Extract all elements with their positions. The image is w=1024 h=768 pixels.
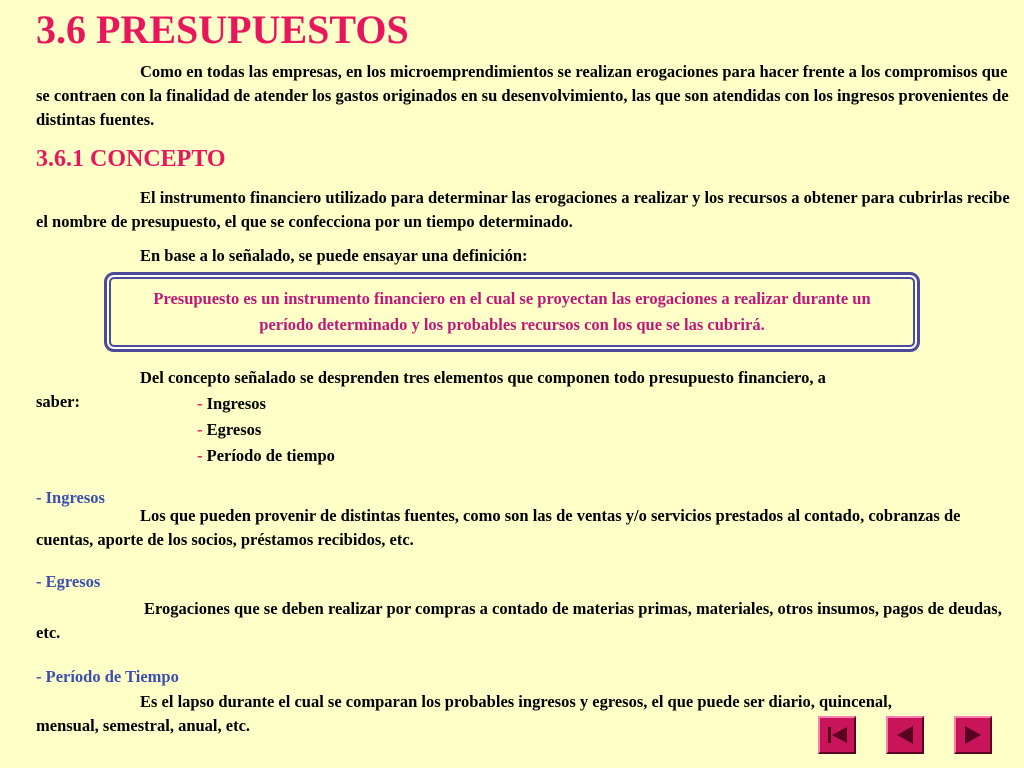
list-item <box>197 418 261 442</box>
elements-intro-continuation: saber: <box>36 392 80 411</box>
section-label-ingresos: - Ingresos <box>36 488 105 507</box>
first-slide-icon <box>820 718 854 752</box>
section-label-periodo: - Período de Tiempo <box>36 667 179 686</box>
section-text-periodo: Es el lapso durante el cual se comparan los probables ingresos y egresos, el que puede ser diario, quincenal, mensual, semestral, anual, etc. <box>36 692 892 735</box>
list-item-label: Período de tiempo <box>206 446 335 465</box>
intro-paragraph: Como en todas las empresas, en los microemprendimientos se realizan erogaciones para hacer frente a los compromisos que se contraen con la finalidad de atender los gastos originados en su desenvolvimiento, las que son atendidas con los ingresos provenientes de distintas fuentes. <box>36 62 1009 129</box>
previous-slide-button[interactable] <box>886 716 924 754</box>
page-title: 3.6 PRESUPUESTOS <box>36 7 409 52</box>
list-item-label: Ingresos <box>206 394 266 413</box>
next-slide-icon <box>956 718 990 752</box>
list-item <box>197 444 335 468</box>
concept-heading: 3.6.1 CONCEPTO <box>36 146 226 172</box>
concept-paragraph: El instrumento financiero utilizado para determinar las erogaciones a realizar y los recursos a obtener para cubrirlas recibe el nombre de presupuesto, el que se confecciona por un tiempo determinado. <box>36 188 1010 231</box>
list-item-label: Egresos <box>206 420 262 439</box>
elements-intro: Del concepto señalado se desprenden tres elementos que componen todo presupuesto financiero, a <box>140 368 826 387</box>
list-item <box>197 392 266 416</box>
section-text-ingresos: Los que pueden provenir de distintas fuentes, como son las de ventas y/o servicios prestados al contado, cobranzas de cuentas, aporte de los socios, préstamos recibidos, etc. <box>36 506 961 549</box>
first-slide-button[interactable] <box>818 716 856 754</box>
list-dash: - <box>197 420 203 439</box>
definition-lead: En base a lo señalado, se puede ensayar una definición: <box>140 246 528 265</box>
list-dash: - <box>197 446 203 465</box>
definition-box <box>104 272 920 352</box>
definition-text: Presupuesto es un instrumento financiero en el cual se proyectan las erogaciones a realizar durante un período determinado y los probables recursos con los que se las cubrirá. <box>153 289 871 334</box>
section-label-egresos: - Egresos <box>36 572 101 591</box>
next-slide-button[interactable] <box>954 716 992 754</box>
previous-slide-icon <box>888 718 922 752</box>
list-dash: - <box>197 394 203 413</box>
section-text-egresos: Erogaciones que se deben realizar por compras a contado de materias primas, materiales, otros insumos, pagos de deudas, etc. <box>36 599 1002 642</box>
